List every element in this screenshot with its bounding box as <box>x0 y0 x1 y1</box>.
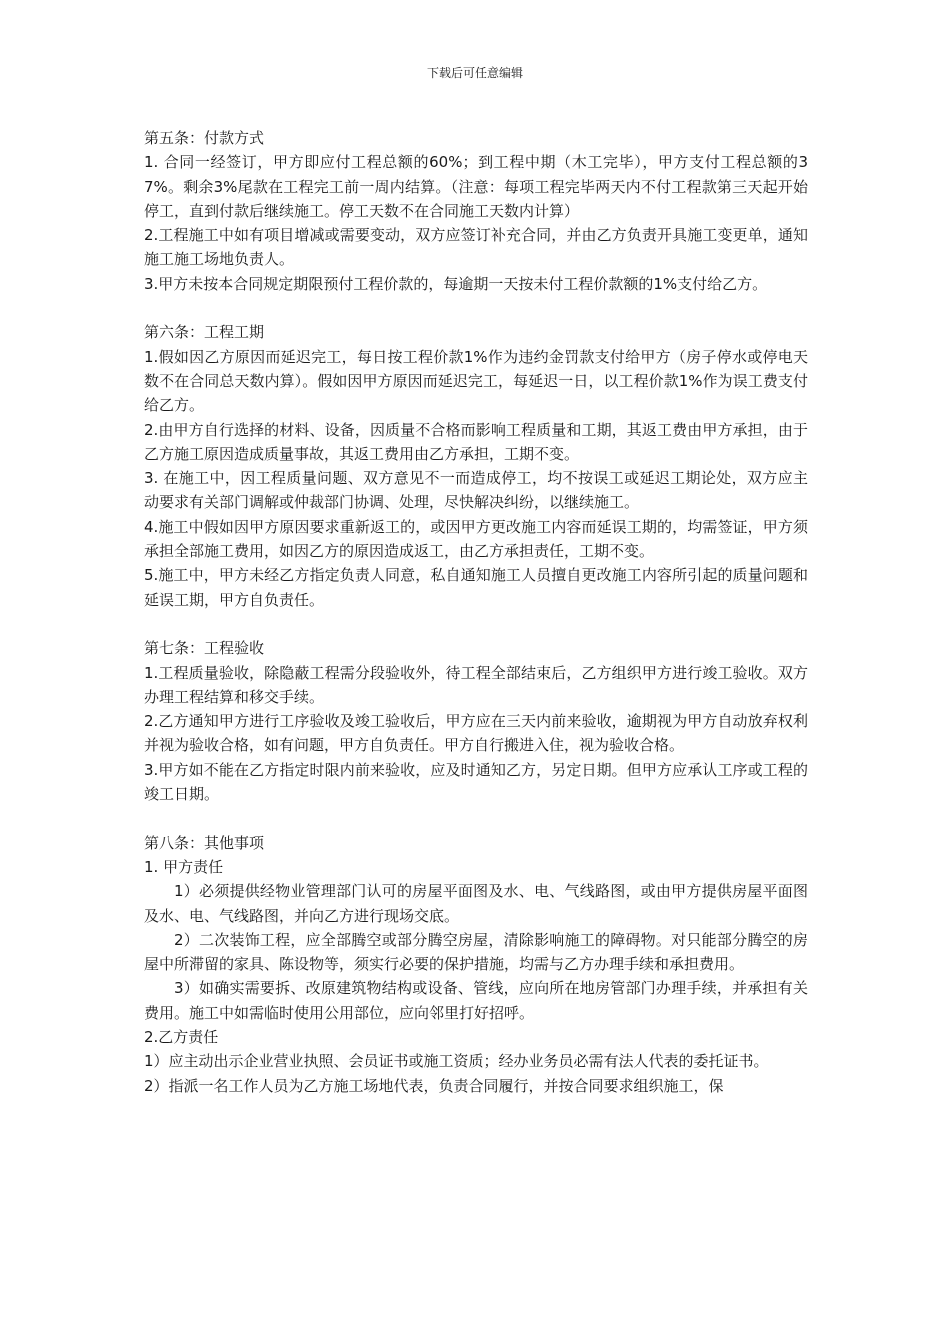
clause-paragraph: 3.甲方如不能在乙方指定时限内前来验收，应及时通知乙方，另定日期。但甲方应承认工序或工程的竣工日期。 <box>144 760 808 804</box>
clause-paragraph: 3. 在施工中，因工程质量问题、双方意见不一而造成停工，均不按误工或延迟工期论处，双方应主动要求有关部门调解或仲裁部门协调、处理，尽快解决纠纷，以继续施工。 <box>144 469 808 512</box>
party-a-title: 1. 甲方责任 <box>144 857 224 876</box>
clause-paragraph: 1.假如因乙方原因而延迟完工，每日按工程价款1%作为违约金罚款支付给甲方（房子停水或停电天数不在合同总天数内算）。假如因甲方原因而延迟完工，每延迟一日，以工程价款1%作为误工费支付给乙方。 <box>144 347 808 415</box>
clause-paragraph: 2.由甲方自行选择的材料、设备，因质量不合格而影响工程质量和工期，其返工费由甲方承担，由于乙方施工原因造成质量事故，其返工费用由乙方承担，工期不变。 <box>144 420 808 463</box>
party-b-title: 2.乙方责任 <box>144 1027 219 1046</box>
clause-paragraph: 3.甲方未按本合同规定期限预付工程价款的，每逾期一天按未付工程价款额的1%支付给乙方。 <box>144 274 768 293</box>
clause-paragraph: 1. 合同一经签订，甲方即应付工程总额的60%；到工程中期（木工完毕），甲方支付工程总额的37%。剩余3%尾款在工程完工前一周内结算。（注意：每项工程完毕两天内不付工程款第三天起开始停工，直到付款后继续施工。停工天数不在合同施工天数内计算） <box>144 153 808 220</box>
party-b-item: 2）指派一名工作人员为乙方施工场地代表，负责合同履行，并按合同要求组织施工，保 <box>144 1076 724 1095</box>
clause-paragraph: 1.工程质量验收，除隐蔽工程需分段验收外，待工程全部结束后，乙方组织甲方进行竣工验收。双方办理工程结算和移交手续。 <box>144 663 808 706</box>
clause-paragraph: 2.工程施工中如有项目增减或需要变动，双方应签订补充合同，并由乙方负责开具施工变更单，通知施工施工场地负责人。 <box>144 226 808 269</box>
party-a-item: 2）二次装饰工程，应全部腾空或部分腾空房屋，清除影响施工的障碍物。对只能部分腾空的房屋中所滞留的家具、陈设物等，须实行必要的保护措施，均需与乙方办理手续和承担费用。 <box>144 930 808 974</box>
section-heading: 第八条：其他事项 <box>144 833 265 852</box>
clause-paragraph: 5.施工中，甲方未经乙方指定负责人同意，私自通知施工人员擅自更改施工内容所引起的质量问题和延误工期，甲方自负责任。 <box>144 566 808 609</box>
section-heading: 第七条：工程验收 <box>144 639 265 658</box>
party-b-item: 1）应主动出示企业营业执照、会员证书或施工资质；经办业务员必需有法人代表的委托证书。 <box>144 1052 769 1071</box>
page-header: 下载后可任意编辑 <box>426 66 523 80</box>
clause-paragraph: 4.施工中假如因甲方原因要求重新返工的，或因甲方更改施工内容而延误工期的，均需签证，甲方须承担全部施工费用，如因乙方的原因造成返工，由乙方承担责任，工期不变。 <box>144 517 808 561</box>
section-article-6 <box>144 320 808 612</box>
document-body <box>144 126 808 1098</box>
party-a-item: 1）必须提供经物业管理部门认可的房屋平面图及水、电、气线路图，或由甲方提供房屋平面图及水、电、气线路图，并向乙方进行现场交底。 <box>144 882 808 925</box>
section-article-7 <box>144 636 808 806</box>
section-heading: 第六条：工程工期 <box>144 323 265 342</box>
party-a-item: 3）如确实需要拆、改原建筑物结构或设备、管线，应向所在地房管部门办理手续，并承担有关费用。施工中如需临时使用公用部位，应向邻里打好招呼。 <box>144 979 808 1022</box>
section-article-8 <box>144 831 808 1098</box>
clause-paragraph: 2.乙方通知甲方进行工序验收及竣工验收后，甲方应在三天内前来验收，逾期视为甲方自动放弃权利并视为验收合格，如有问题，甲方自负责任。甲方自行搬进入住，视为验收合格。 <box>144 712 808 755</box>
section-heading: 第五条：付款方式 <box>144 129 265 147</box>
section-article-5 <box>144 126 808 296</box>
